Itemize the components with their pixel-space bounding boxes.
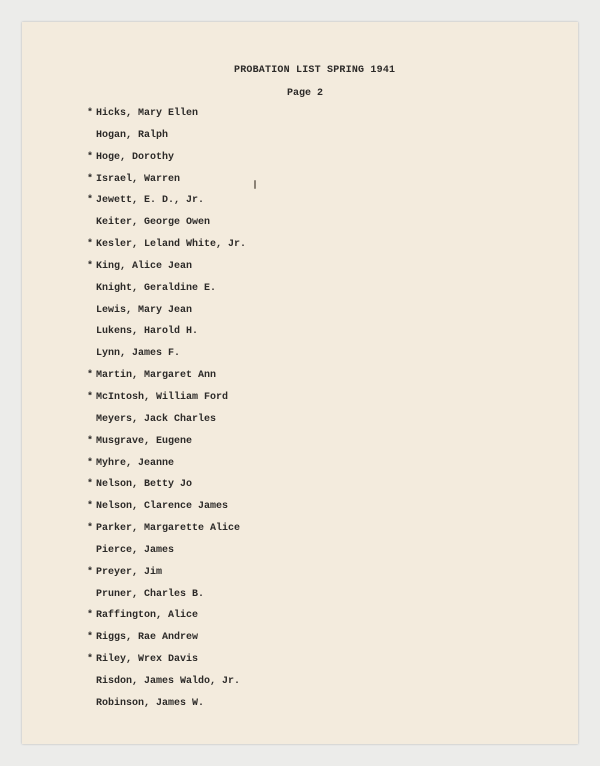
student-name: Myhre, Jeanne <box>96 457 175 469</box>
student-name: McIntosh, William Ford <box>96 391 229 403</box>
student-name: Hogan, Ralph <box>96 129 169 141</box>
asterisk-mark: * <box>87 610 94 622</box>
student-name: Lynn, James F. <box>96 348 181 360</box>
student-name: Robinson, James W. <box>96 697 205 709</box>
document-title: PROBATION LIST SPRING 1941 <box>234 65 396 76</box>
student-name: Keiter, George Owen <box>96 217 211 229</box>
student-name: Pierce, James <box>96 544 175 556</box>
asterisk-mark: * <box>87 173 94 185</box>
asterisk-mark: * <box>87 391 94 403</box>
student-name: Lukens, Harold H. <box>96 326 199 338</box>
student-name: Raffington, Alice <box>96 610 199 622</box>
paper-speck <box>254 180 256 189</box>
student-name: Lewis, Mary Jean <box>96 304 193 316</box>
student-name: Knight, Geraldine E. <box>96 282 217 294</box>
student-name: Nelson, Clarence James <box>96 501 229 513</box>
student-name: Meyers, Jack Charles <box>96 413 217 425</box>
student-name: Pruner, Charles B. <box>96 588 205 600</box>
asterisk-mark: * <box>87 108 94 119</box>
student-name: Hicks, Mary Ellen <box>96 108 199 119</box>
asterisk-mark: * <box>87 239 94 251</box>
student-name: Riley, Wrex Davis <box>96 654 199 666</box>
asterisk-mark: * <box>87 260 94 272</box>
student-name: Parker, Margarette Alice <box>96 523 241 535</box>
document-page <box>22 22 578 744</box>
asterisk-mark: * <box>87 501 94 513</box>
asterisk-mark: * <box>87 523 94 535</box>
student-name: Musgrave, Eugene <box>96 435 193 447</box>
asterisk-mark: * <box>87 370 94 382</box>
asterisk-mark: * <box>87 566 94 578</box>
asterisk-mark: * <box>87 435 94 447</box>
asterisk-mark: * <box>87 632 94 644</box>
page-number: Page 2 <box>287 88 324 99</box>
student-name: Preyer, Jim <box>96 566 163 578</box>
student-name: Jewett, E. D., Jr. <box>96 195 205 207</box>
asterisk-mark: * <box>87 195 94 207</box>
student-name: Israel, Warren <box>96 173 181 185</box>
student-name: Riggs, Rae Andrew <box>96 632 199 644</box>
asterisk-mark: * <box>87 457 94 469</box>
student-name: King, Alice Jean <box>96 260 193 272</box>
asterisk-mark: * <box>87 654 94 666</box>
asterisk-mark: * <box>87 479 94 491</box>
asterisk-mark: * <box>87 151 94 163</box>
student-name: Kesler, Leland White, Jr. <box>96 239 247 251</box>
student-name: Nelson, Betty Jo <box>96 479 193 491</box>
student-name: Risdon, James Waldo, Jr. <box>96 675 241 687</box>
student-name: Martin, Margaret Ann <box>96 370 217 382</box>
student-name: Hoge, Dorothy <box>96 151 175 163</box>
